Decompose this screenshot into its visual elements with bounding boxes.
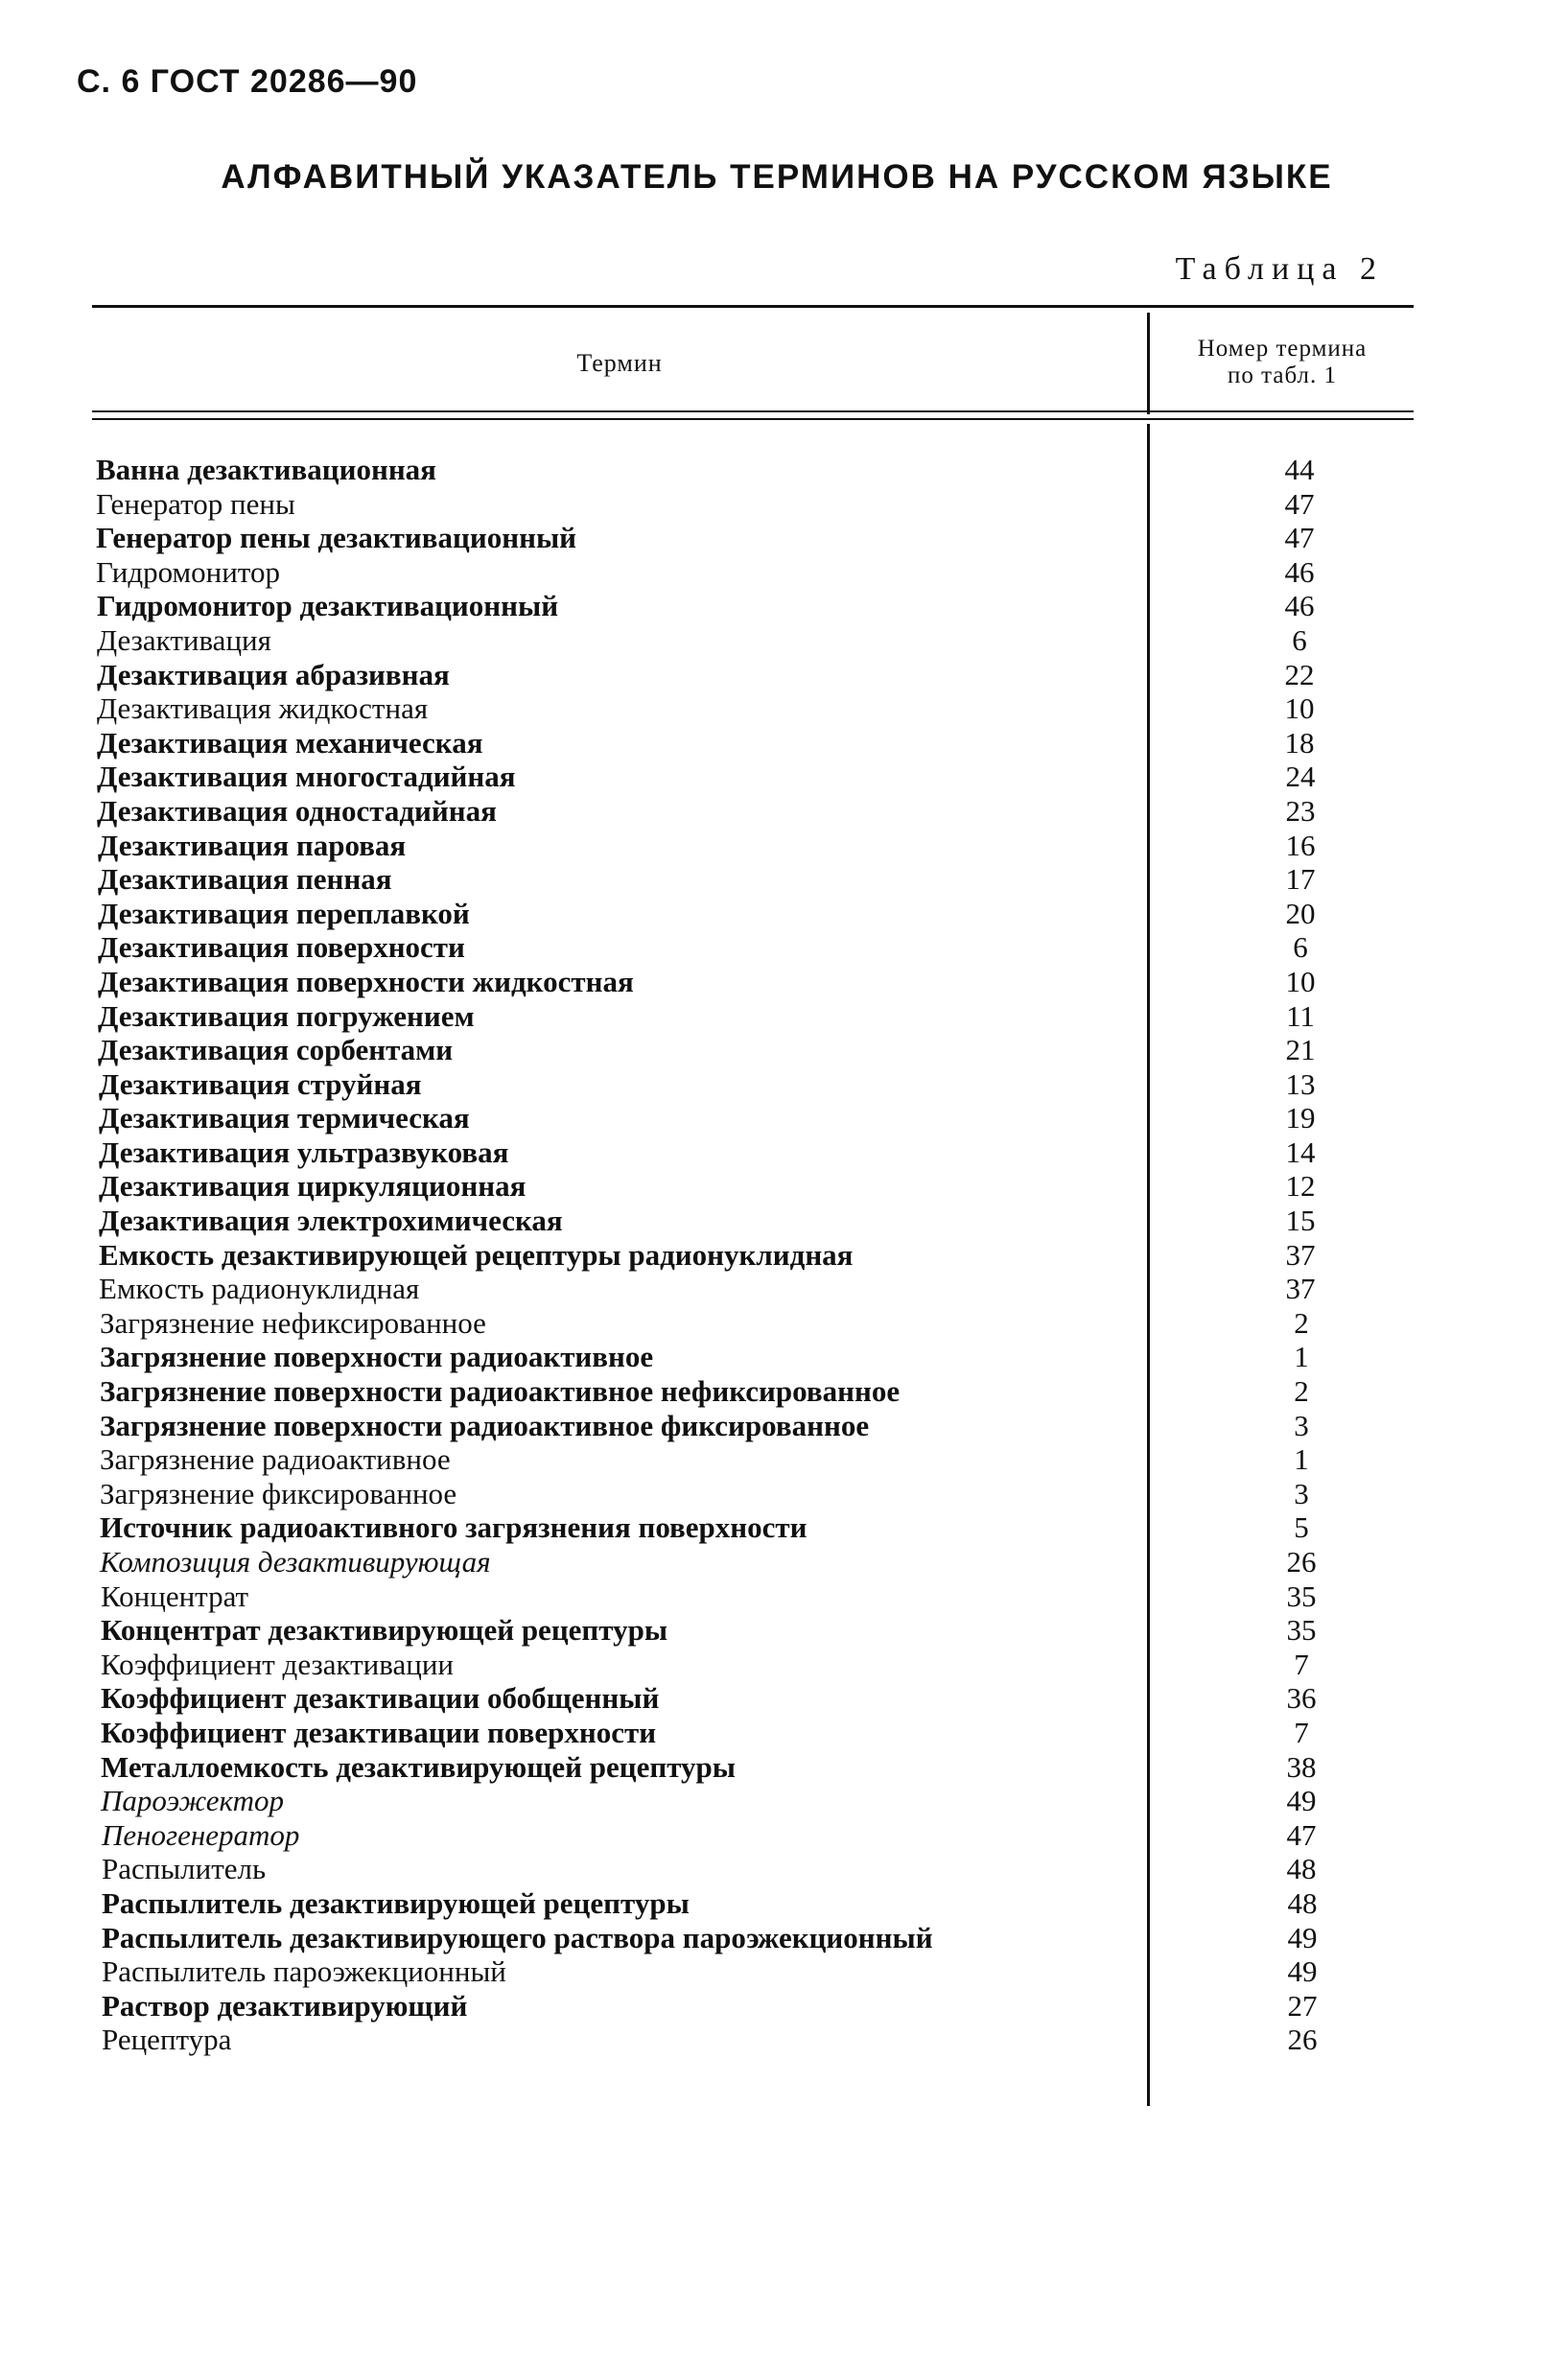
term-cell: Загрязнение радиоактивное [100,1442,451,1477]
term-cell: Емкость радионуклидная [99,1272,420,1306]
number-cell: 3 [1294,1408,1309,1442]
number-cell: 19 [1285,1101,1316,1135]
number-cell: 7 [1294,1715,1309,1749]
page-title: АЛФАВИТНЫЙ УКАЗАТЕЛЬ ТЕРМИНОВ НА РУССКОМ ЯЗЫКЕ [221,158,1333,196]
number-cell: 24 [1285,760,1316,794]
table-row [0,1204,1568,1238]
table-row [0,897,1568,931]
number-cell: 2 [1294,1305,1309,1340]
table-row [0,1238,1568,1273]
term-cell: Дезактивация электрохимическая [99,1204,563,1238]
header-bottom-rule-double [92,418,1414,420]
number-cell: 15 [1285,1204,1316,1238]
table-row [0,2023,1568,2057]
term-cell: Дезактивация циркуляционная [99,1169,527,1204]
number-cell: 10 [1284,691,1315,726]
number-cell: 5 [1294,1510,1309,1545]
number-cell: 49 [1287,1920,1318,1954]
table-row [0,1545,1568,1579]
table-row [0,1886,1568,1921]
term-cell: Дезактивация поверхности жидкостная [98,964,634,998]
table-row [0,1921,1568,1955]
term-cell: Раствор дезактивирующий [102,1988,468,2023]
table-row [0,965,1568,999]
table-row [0,1272,1568,1306]
header-bottom-rule [92,410,1414,412]
table-row [0,1681,1568,1716]
term-cell: Коэффициент дезактивации обобщенный [101,1681,660,1716]
table-row [0,658,1568,692]
table-row [0,1477,1568,1511]
term-cell: Концентрат дезактивирующей рецептуры [101,1613,668,1648]
table-row [0,1613,1568,1648]
term-cell: Загрязнение поверхности радиоактивное фиксированное [100,1408,870,1442]
number-cell: 6 [1292,622,1307,657]
term-cell: Дезактивация механическая [97,725,483,760]
number-cell: 10 [1285,964,1316,998]
number-cell: 13 [1285,1066,1316,1101]
term-cell: Распылитель дезактивирующего раствора пароэжекционный [102,1920,933,1954]
term-cell: Загрязнение нефиксированное [100,1305,486,1340]
term-cell: Дезактивация термическая [99,1101,470,1135]
table-row [0,1510,1568,1545]
number-cell: 12 [1285,1169,1316,1204]
column-header-number-line1: Номер термина [1197,336,1368,362]
number-cell: 35 [1286,1579,1317,1613]
number-cell: 26 [1287,2023,1318,2057]
number-cell: 1 [1294,1442,1309,1477]
term-cell: Дезактивация жидкостная [97,691,429,726]
table-body [0,453,1568,2057]
number-cell: 6 [1293,930,1308,965]
term-cell: Емкость дезактивирующей рецептуры радионуклидная [99,1237,854,1272]
number-cell: 36 [1286,1681,1317,1716]
table-row [0,555,1568,590]
number-cell: 37 [1285,1272,1316,1306]
table-row [0,1852,1568,1886]
number-cell: 1 [1294,1340,1309,1374]
number-cell: 44 [1284,453,1315,486]
term-cell: Коэффициент дезактивации поверхности [101,1715,657,1749]
term-cell: Генератор пены [96,486,295,521]
table-row [0,726,1568,760]
table-row [0,487,1568,522]
number-cell: 27 [1287,1988,1318,2023]
table-row [0,1818,1568,1853]
term-cell: Генератор пены дезактивационный [96,521,577,555]
number-cell: 46 [1284,554,1315,589]
table-row [0,1306,1568,1341]
number-cell: 17 [1285,862,1316,897]
term-cell: Пеногенератор [102,1817,300,1852]
number-cell: 16 [1285,828,1316,862]
table-row [0,999,1568,1034]
page-header: С. 6 ГОСТ 20286—90 [77,63,418,100]
number-cell: 26 [1286,1545,1317,1579]
term-cell: Гидромонитор [96,554,280,589]
term-cell: Коэффициент дезактивации [101,1647,455,1681]
table-row [0,1784,1568,1818]
table-row [0,1374,1568,1409]
table-caption: Таблица 2 [1175,251,1384,287]
number-cell: 11 [1286,998,1315,1033]
term-cell: Дезактивация сорбентами [98,1033,454,1067]
number-cell: 35 [1286,1613,1317,1648]
column-header-term: Термин [576,349,663,377]
term-cell: Загрязнение поверхности радиоактивное нефиксированное [100,1374,901,1409]
term-cell: Источник радиоактивного загрязнения поверхности [100,1510,807,1545]
number-cell: 2 [1294,1374,1309,1409]
term-cell: Ванна дезактивационная [96,453,436,486]
term-cell: Пароэжектор [101,1784,285,1818]
table-row [0,1101,1568,1135]
table-row [0,1716,1568,1750]
table-row [0,453,1568,487]
term-cell: Дезактивация паровая [98,828,407,862]
term-cell: Загрязнение поверхности радиоактивное [100,1340,654,1374]
term-cell: Дезактивация абразивная [97,657,450,691]
table-row [0,1340,1568,1374]
table-row [0,1989,1568,2024]
term-cell: Дезактивация пенная [98,862,392,897]
term-cell: Дезактивация многостадийная [97,760,516,794]
table-row [0,691,1568,726]
number-cell: 14 [1285,1135,1316,1169]
table-row [0,1409,1568,1443]
table-row [0,1169,1568,1204]
table-row [0,1033,1568,1067]
term-cell: Дезактивация переплавкой [98,896,470,930]
column-header-number-line2: по табл. 1 [1227,363,1338,388]
number-cell: 18 [1284,725,1315,760]
number-cell: 49 [1287,1954,1318,1989]
table-row [0,1648,1568,1682]
term-cell: Дезактивация поверхности [98,930,465,965]
table-row [0,1067,1568,1102]
term-cell: Загрязнение фиксированное [100,1476,457,1510]
table-row [0,1954,1568,1989]
term-cell: Рецептура [102,2023,232,2057]
term-cell: Металлоемкость дезактивирующей рецептуры [101,1749,736,1784]
number-cell: 7 [1294,1647,1309,1681]
number-cell: 38 [1286,1749,1317,1784]
number-cell: 46 [1284,589,1315,623]
number-cell: 21 [1285,1033,1316,1067]
number-cell: 20 [1285,896,1316,930]
term-cell: Дезактивация струйная [99,1066,422,1101]
table-row [0,829,1568,863]
number-cell: 3 [1294,1476,1309,1510]
number-cell: 48 [1287,1885,1318,1920]
term-cell: Дезактивация одностадийная [97,793,497,828]
table-row [0,1135,1568,1170]
term-cell: Дезактивация погружением [98,998,475,1033]
table-header-divider [1147,313,1150,414]
table-row [0,1579,1568,1614]
column-header-number [1151,336,1414,389]
table-row [0,930,1568,965]
table-row [0,862,1568,897]
table-row [0,623,1568,658]
number-cell: 47 [1286,1817,1317,1852]
term-cell: Концентрат [101,1579,249,1613]
number-cell: 49 [1286,1784,1317,1818]
number-cell: 47 [1284,521,1315,555]
table-row [0,1442,1568,1477]
term-cell: Распылитель пароэжекционный [102,1954,506,1989]
number-cell: 37 [1285,1237,1316,1272]
number-cell: 22 [1284,657,1315,691]
term-cell: Композиция дезактивирующая [100,1545,491,1579]
term-cell: Дезактивация [97,622,271,657]
table-row [0,521,1568,555]
number-cell: 48 [1286,1852,1317,1886]
term-cell: Дезактивация ультразвуковая [99,1135,509,1169]
number-cell: 47 [1284,486,1315,521]
term-cell: Распылитель [102,1852,267,1886]
number-cell: 23 [1285,793,1316,828]
term-cell: Гидромонитор дезактивационный [97,589,559,623]
table-row [0,794,1568,829]
table-row [0,760,1568,794]
term-cell: Распылитель дезактивирующей рецептуры [102,1885,690,1920]
table-row [0,589,1568,623]
table-top-rule [92,305,1414,308]
table-row [0,1750,1568,1785]
